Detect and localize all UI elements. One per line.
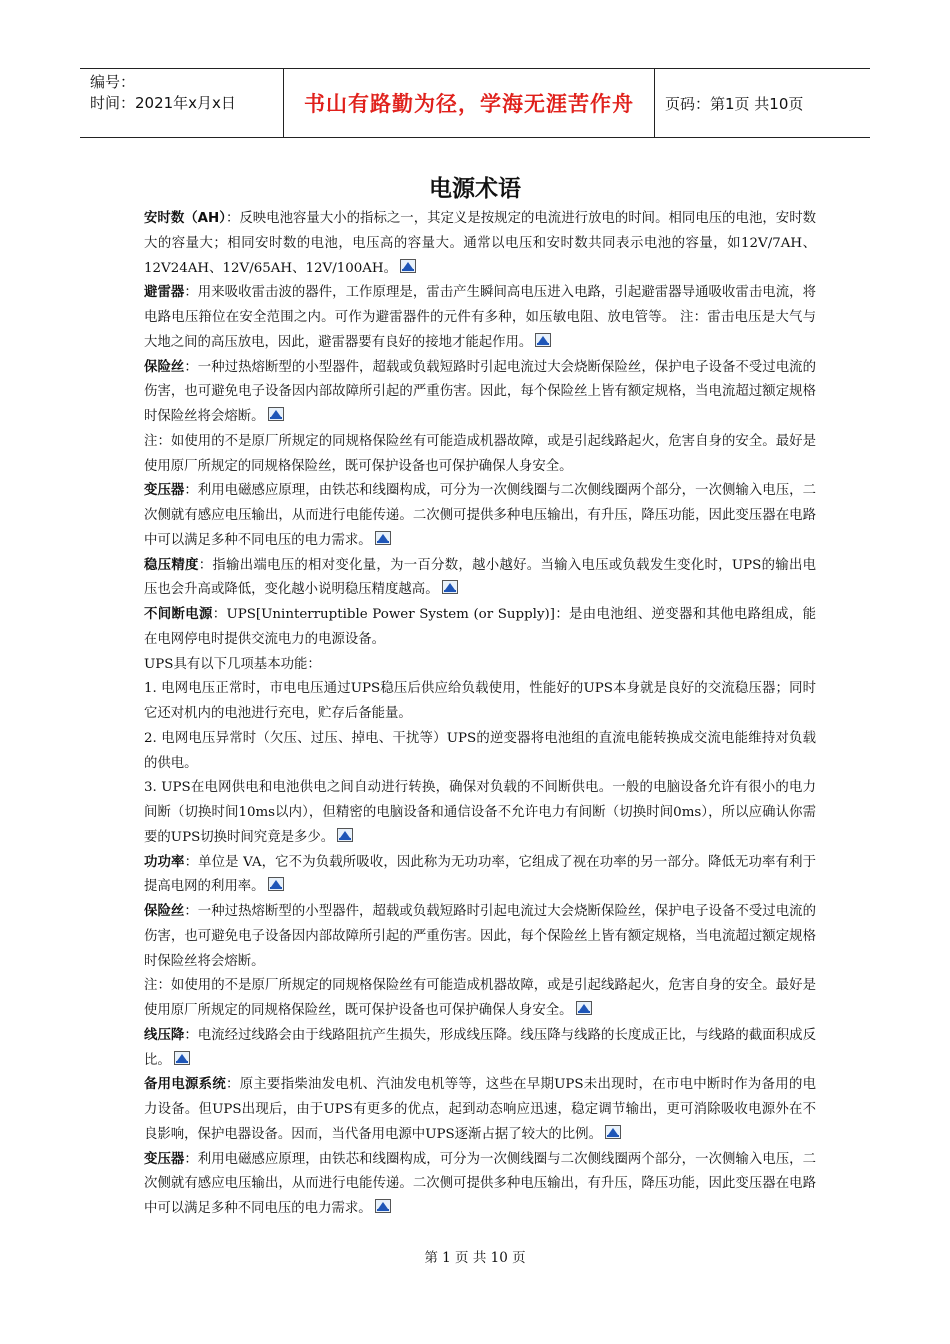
- term-heading: 保险丝: [144, 359, 185, 375]
- image-placeholder-icon[interactable]: [535, 333, 551, 347]
- image-placeholder-icon[interactable]: [442, 580, 458, 594]
- paragraph-text: 1. 电网电压正常时，市电电压通过UPS稳压后供应给负载使用，性能好的UPS本身就是良好的交流稳压器；同时它还对机内的电池进行充电，贮存后备能量。: [144, 681, 816, 721]
- paragraph: [144, 653, 816, 678]
- header-meta: [80, 69, 283, 137]
- term-heading: 线压降: [144, 1027, 185, 1043]
- image-placeholder-icon[interactable]: [605, 1125, 621, 1139]
- header-motto: 书山有路勤为径，学海无涯苦作舟: [283, 69, 655, 137]
- term-heading: 变压器: [144, 483, 185, 499]
- term-heading: 不间断电源: [144, 607, 213, 622]
- paragraph-text: ：指输出端电压的相对变化量，为一百分数，越小越好。当输入电压或负载发生变化时，UPS的输出电压也会升高或降低，变化越小说明稳压精度越高。: [144, 557, 817, 598]
- paragraph: [144, 776, 816, 850]
- term-heading: 安时数（AH）: [144, 211, 226, 226]
- image-placeholder-icon[interactable]: [337, 828, 353, 842]
- paragraph: [144, 356, 816, 430]
- paragraph: [144, 1148, 816, 1222]
- image-placeholder-icon[interactable]: [268, 877, 284, 891]
- term-heading: 避雷器: [144, 285, 185, 301]
- image-placeholder-icon[interactable]: [375, 1199, 391, 1213]
- paragraph-text: ：反映电池容量大小的指标之一，其定义是按规定的电流进行放电的时间。相同电压的电池，安时数大的容量大；相同安时数的电池，电压高的容量大。通常以电压和安时数共同表示电池的容量，如12V/7AH、12V24AH、12V/65AH、12V/100AH。: [144, 211, 817, 276]
- paragraph-text: ：用来吸收雷击波的器件，工作原理是，雷击产生瞬间高电压进入电路，引起避雷器导通吸收雷击电流，将电路电压箝位在安全范围之内。可作为避雷器件的元件有多种，如压敏电阻、放电管等。 注：雷击电压是大气与大地之间的高压放电，因此，避雷器要有良好的接地才能起作用。: [144, 285, 817, 350]
- paragraph-text: 2. 电网电压异常时（欠压、过压、掉电、干扰等）UPS的逆变器将电池组的直流电能转换成交流电能维持对负载的供电。: [144, 730, 816, 771]
- header-page-number: 页码：第1页 共10页: [665, 94, 804, 113]
- image-placeholder-icon[interactable]: [576, 1001, 592, 1015]
- image-placeholder-icon[interactable]: [400, 259, 416, 273]
- paragraph-text: ：UPS[Uninterruptible Power System (or Supply)]：是由电池组、逆变器和其他电路组成，能在电网停电时提供交流电力的电源设备。: [144, 607, 817, 647]
- paragraph-text: UPS具有以下几项基本功能：: [144, 656, 321, 672]
- document-date-label: 时间：2021年x月x日: [90, 94, 236, 112]
- page-footer: 第 1 页 共 10 页: [424, 1250, 526, 1266]
- page-header: [80, 68, 870, 138]
- paragraph: [144, 281, 816, 355]
- paragraph-text: ：利用电磁感应原理，由铁芯和线圈构成，可分为一次侧线圈与二次侧线圈两个部分，一次侧输入电压，二次侧就有感应电压输出，从而进行电能传递。二次侧可提供多种电压输出，有升压，降压功能，因此变压器在电路中可以满足多种不同电压的电力需求。: [144, 1151, 817, 1216]
- term-heading: 稳压精度: [144, 557, 199, 573]
- image-placeholder-icon[interactable]: [268, 407, 284, 421]
- term-heading: 备用电源系统: [144, 1077, 227, 1093]
- paragraph-text: ：电流经过线路会由于线路阻抗产生损失，形成线压降。线压降与线路的长度成正比，与线路的截面积成反比。: [144, 1027, 817, 1068]
- paragraph: [144, 554, 816, 604]
- paragraph: [144, 1073, 816, 1147]
- paragraph: [144, 727, 816, 777]
- paragraph: [144, 207, 816, 281]
- paragraph-text: 注：如使用的不是原厂所规定的同规格保险丝有可能造成机器故障，或是引起线路起火，危害自身的安全。最好是使用原厂所规定的同规格保险丝，既可保护设备也可保护确保人身安全。: [144, 978, 816, 1018]
- paragraph: [144, 677, 816, 727]
- paragraph: [144, 479, 816, 553]
- document-number-label: 编号：: [90, 73, 136, 91]
- paragraph-text: ：一种过热熔断型的小型器件，超载或负载短路时引起电流过大会烧断保险丝，保护电子设备不受过电流的伤害，也可避免电子设备因内部故障所引起的严重伤害。因此，每个保险丝上皆有额定规格，当电流超过额定规格时保险丝将会熔断。: [144, 359, 817, 424]
- image-placeholder-icon[interactable]: [375, 531, 391, 545]
- image-placeholder-icon[interactable]: [174, 1051, 190, 1065]
- term-heading: 功功率: [144, 854, 185, 870]
- paragraph: [144, 974, 816, 1024]
- paragraph: [144, 603, 816, 653]
- term-heading: 变压器: [144, 1151, 185, 1167]
- paragraph: [144, 430, 816, 480]
- paragraph-text: ：原主要指柴油发电机、汽油发电机等等，这些在早期UPS未出现时，在市电中断时作为备用的电力设备。但UPS出现后，由于UPS有更多的优点，起到动态响应迅速，稳定调节输出，更可消除吸收电源外在不良影响，保护电器设备。因而，当代备用电源中UPS逐渐占据了较大的比例。: [144, 1077, 817, 1142]
- paragraph-text: ：利用电磁感应原理，由铁芯和线圈构成，可分为一次侧线圈与二次侧线圈两个部分，一次侧输入电压，二次侧就有感应电压输出，从而进行电能传递。二次侧可提供多种电压输出，有升压，降压功能，因此变压器在电路中可以满足多种不同电压的电力需求。: [144, 483, 817, 548]
- paragraph: [144, 851, 816, 901]
- paragraph: [144, 1024, 816, 1074]
- paragraph-text: 注：如使用的不是原厂所规定的同规格保险丝有可能造成机器故障，或是引起线路起火，危害自身的安全。最好是使用原厂所规定的同规格保险丝，既可保护设备也可保护确保人身安全。: [144, 433, 816, 474]
- document-title: 电源术语: [429, 176, 521, 202]
- paragraph: [144, 900, 816, 974]
- paragraph-text: 3. UPS在电网供电和电池供电之间自动进行转换，确保对负载的不间断供电。一般的电脑设备允许有很小的电力间断（切换时间10ms以内），但精密的电脑设备和通信设备不允许电力有间断（切换时间0ms），所以应确认你需要的UPS切换时间究竟是多少。: [144, 780, 816, 845]
- paragraph-text: ：单位是 VA，它不为负载所吸收，因此称为无功功率，它组成了视在功率的另一部分。降低无功率有利于提高电网的利用率。: [144, 854, 817, 895]
- term-heading: 保险丝: [144, 904, 185, 919]
- document-body: [144, 207, 816, 1222]
- paragraph-text: ：一种过热熔断型的小型器件，超载或负载短路时引起电流过大会烧断保险丝，保护电子设备不受过电流的伤害，也可避免电子设备因内部故障所引起的严重伤害。因此，每个保险丝上皆有额定规格，当电流超过额定规格时保险丝将会熔断。: [144, 904, 817, 969]
